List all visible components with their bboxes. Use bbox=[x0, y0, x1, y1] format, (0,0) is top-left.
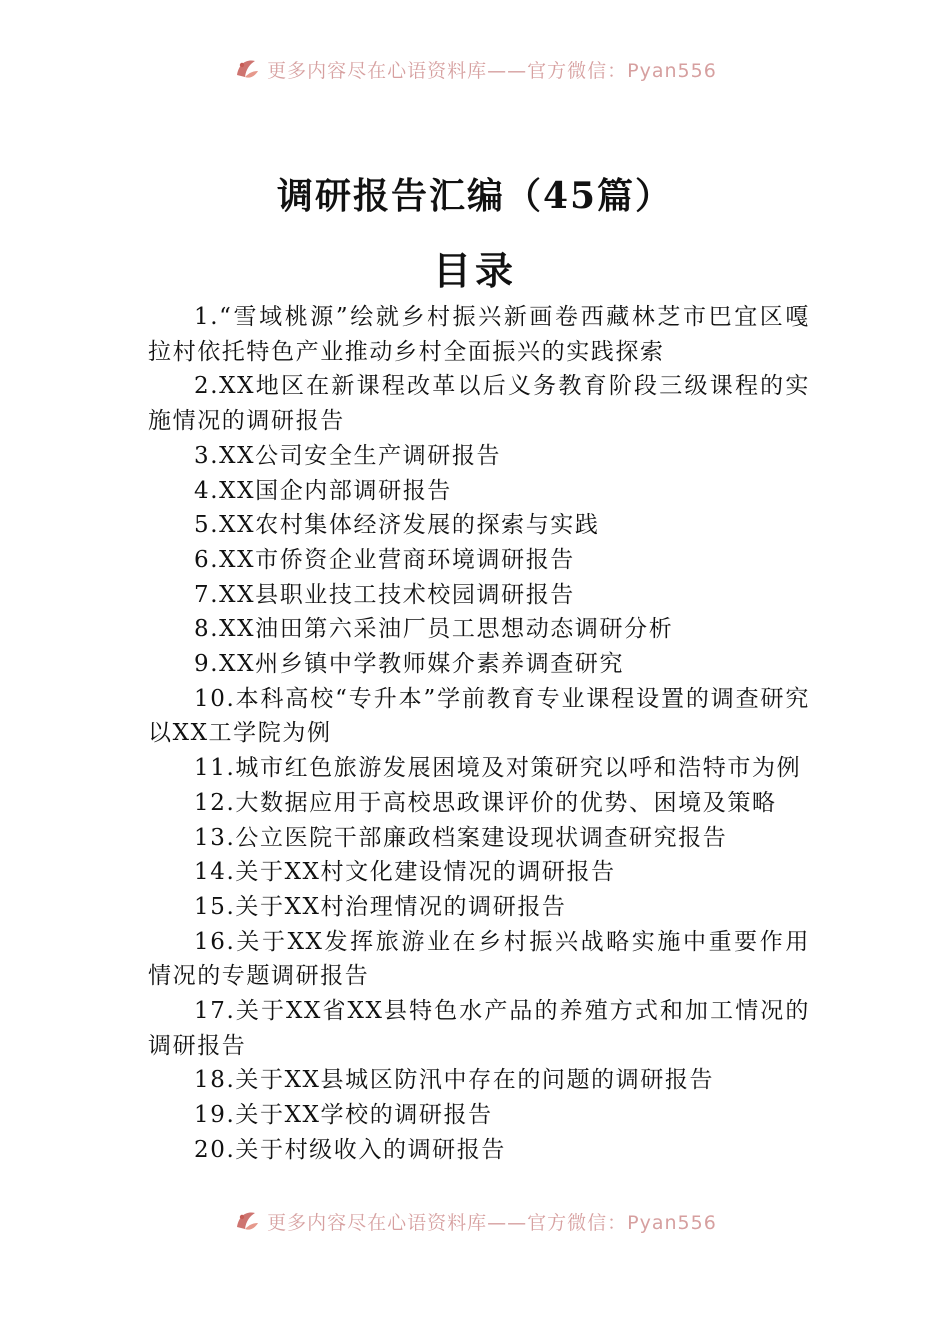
toc-item: 14.关于XX村文化建设情况的调研报告 bbox=[194, 859, 616, 886]
table-of-contents-heading: 目录 bbox=[432, 248, 517, 293]
watermark-text: 更多内容尽在心语资料库——官方微信：Pyan556 bbox=[267, 1211, 717, 1234]
toc-item: 13.公立医院干部廉政档案建设现状调查研究报告 bbox=[194, 824, 728, 851]
toc-item: 9.XX州乡镇中学教师媒介素养调查研究 bbox=[194, 651, 625, 678]
toc-item: 15.关于XX村治理情况的调研报告 bbox=[194, 893, 567, 920]
toc-item: 16.关于XX发挥旅游业在乡村振兴战略实施中重要作用情况的专题调研报告 bbox=[148, 928, 810, 990]
toc-item: 17.关于XX省XX县特色水产品的养殖方式和加工情况的调研报告 bbox=[148, 998, 810, 1059]
toc-item: 4.XX国企内部调研报告 bbox=[194, 477, 452, 504]
toc-item: 5.XX农村集体经济发展的探索与实践 bbox=[194, 512, 600, 539]
toc-item: 2.XX地区在新课程改革以后义务教育阶段三级课程的实施情况的调研报告 bbox=[148, 373, 810, 435]
toc-item: 1.“雪域桃源”绘就乡村振兴新画卷西藏林芝市巴宜区嘎拉村依托特色产业推动乡村全面振兴的实践探索 bbox=[148, 304, 810, 365]
toc-item: 10.本科高校“专升本”学前教育专业课程设置的调查研究以XX工学院为例 bbox=[148, 685, 810, 747]
toc-item: 19.关于XX学校的调研报告 bbox=[194, 1102, 493, 1129]
toc-item: 3.XX公司安全生产调研报告 bbox=[194, 442, 502, 469]
brand-logo-icon bbox=[233, 1207, 261, 1235]
toc-item: 20.关于村级收入的调研报告 bbox=[194, 1136, 506, 1163]
watermark-footer bbox=[0, 1204, 950, 1238]
toc-item: 11.城市红色旅游发展困境及对策研究以呼和浩特市为例 bbox=[194, 755, 802, 782]
toc-item: 12.大数据应用于高校思政课评价的优势、困境及策略 bbox=[194, 789, 777, 816]
table-of-contents bbox=[148, 300, 810, 1168]
toc-item: 8.XX油田第六采油厂员工思想动态调研分析 bbox=[194, 616, 674, 643]
toc-item: 6.XX市侨资企业营商环境调研报告 bbox=[194, 546, 575, 573]
brand-logo-icon bbox=[233, 55, 261, 83]
watermark-header bbox=[0, 52, 950, 86]
watermark-text: 更多内容尽在心语资料库——官方微信：Pyan556 bbox=[267, 59, 717, 82]
document-title: 调研报告汇编（45篇） bbox=[276, 175, 674, 217]
toc-item: 7.XX县职业技工技术校园调研报告 bbox=[194, 581, 575, 608]
toc-item: 18.关于XX县城区防汛中存在的问题的调研报告 bbox=[194, 1067, 715, 1094]
